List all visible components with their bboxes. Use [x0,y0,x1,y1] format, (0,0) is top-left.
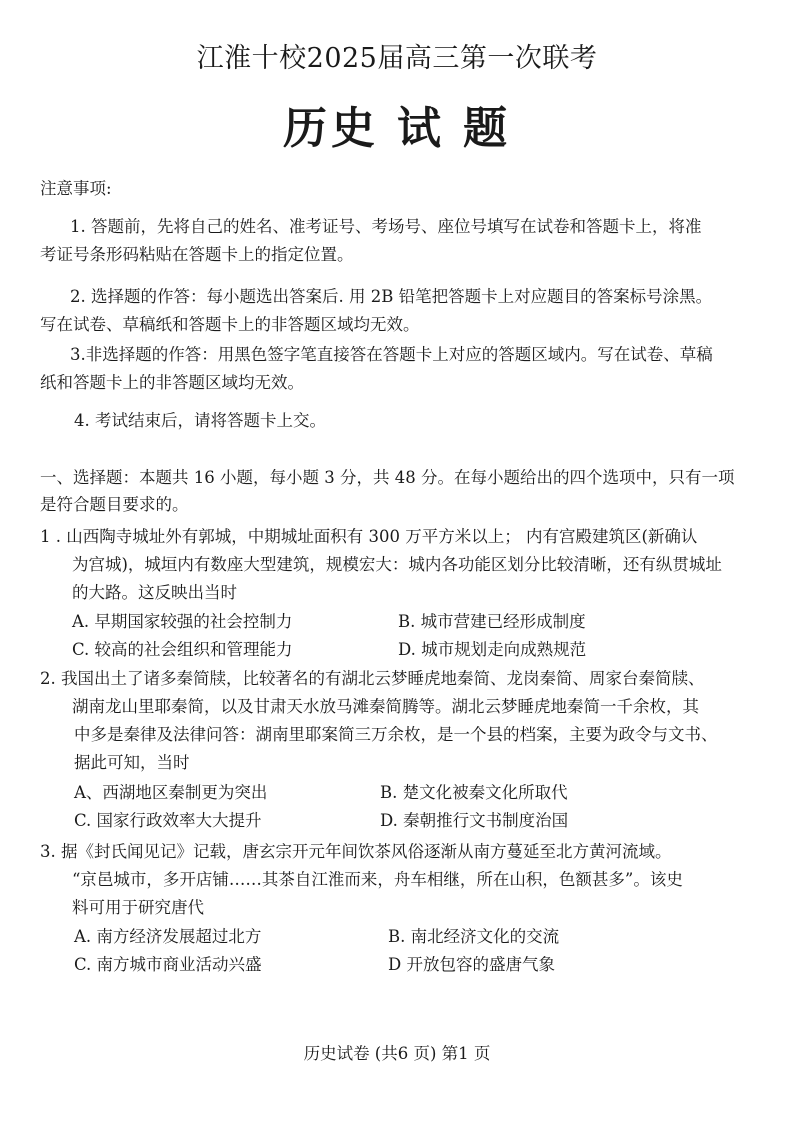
answer-option: C. 国家行政效率大大提升 [74,811,262,830]
notice-line: 2. 选择题的作答：每小题选出答案后. 用 2B 铅笔把答题卡上对应题目的答案标号涂黑。 [70,287,713,306]
page-footer: 历史试卷 (共6 页) 第1 页 [303,1044,491,1063]
answer-option: A. 早期国家较强的社会控制力 [72,612,293,631]
answer-option: A、西湖地区秦制更为突出 [74,783,268,802]
answer-option: D. 城市规划走向成熟规范 [398,640,587,659]
notice-line: 写在试卷、草稿纸和答题卡上的非答题区域均无效。 [40,315,420,334]
answer-option: C. 较高的社会组织和管理能力 [72,640,293,659]
question-text: 2. 我国出土了诸多秦简牍，比较著名的有湖北云梦睡虎地秦简、龙岗秦简、周家台秦简牍、 [40,669,705,688]
question-text: 的大路。这反映出当时 [72,583,237,602]
notice-line: 4. 考试结束后，请将答题卡上交。 [74,411,326,430]
question-text: 为宫城)，城垣内有数座大型建筑，规模宏大：城内各功能区划分比较清晰，还有纵贯城址 [72,555,722,574]
subject-title-part: 历史 [283,103,379,154]
answer-option: C. 南方城市商业活动兴盛 [74,955,262,974]
question-text: 据此可知，当时 [74,753,190,772]
answer-option: D. 秦朝推行文书制度治国 [380,811,569,830]
notice-line: 3.非选择题的作答：用黑色签字笔直接答在答题卡上对应的答题区域内。写在试卷、草稿 [70,345,713,364]
section-heading: 一、选择题：本题共 16 小题，每小题 3 分，共 48 分。在每小题给出的四个选项中，只有一项 [40,468,735,487]
section-heading: 是符合题目要求的。 [40,495,189,514]
notice-line: 考证号条形码粘贴在答题卡上的指定位置。 [40,245,354,264]
exam-title: 江淮十校2025届高三第一次联考 [196,43,598,74]
notice-line: 纸和答题卡上的非答题区域均无效。 [40,373,304,392]
answer-option: A. 南方经济发展超过北方 [74,927,262,946]
notice-line: 1. 答题前，先将自己的姓名、准考证号、考场号、座位号填写在试卷和答题卡上，将准 [70,217,702,236]
answer-option: B. 南北经济文化的交流 [388,927,560,946]
subject-title [0,92,794,156]
answer-option: B. 城市营建已经形成制度 [398,612,586,631]
notice-heading: 注意事项: [40,179,112,198]
question-text: 中多是秦律及法律问答：湖南里耶案简三万余枚，是一个县的档案，主要为政令与文书、 [74,725,718,744]
answer-option: D 开放包容的盛唐气象 [388,955,555,974]
answer-option: B. 楚文化被秦文化所取代 [380,783,568,802]
subject-title-part: 题 [463,103,511,154]
question-text: 料可用于研究唐代 [72,898,204,917]
question-text: 3. 据《封氏闻见记》记载，唐玄宗开元年间饮茶风俗逐渐从南方蔓延至北方黄河流域。 [40,842,672,861]
question-text: 1 . 山西陶寺城址外有郭城，中期城址面积有 300 万平方米以上； 内有宫殿建筑区(新确认 [40,527,698,546]
subject-title-part: 试 [397,103,445,154]
question-text: 湖南龙山里耶秦简，以及甘肃天水放马滩秦简腾等。湖北云梦睡虎地秦简一千余枚，其 [72,697,699,716]
question-text: “京邑城市，多开店铺……其茶自江淮而来，舟车相继，所在山积，色额甚多”。该史 [72,870,683,889]
